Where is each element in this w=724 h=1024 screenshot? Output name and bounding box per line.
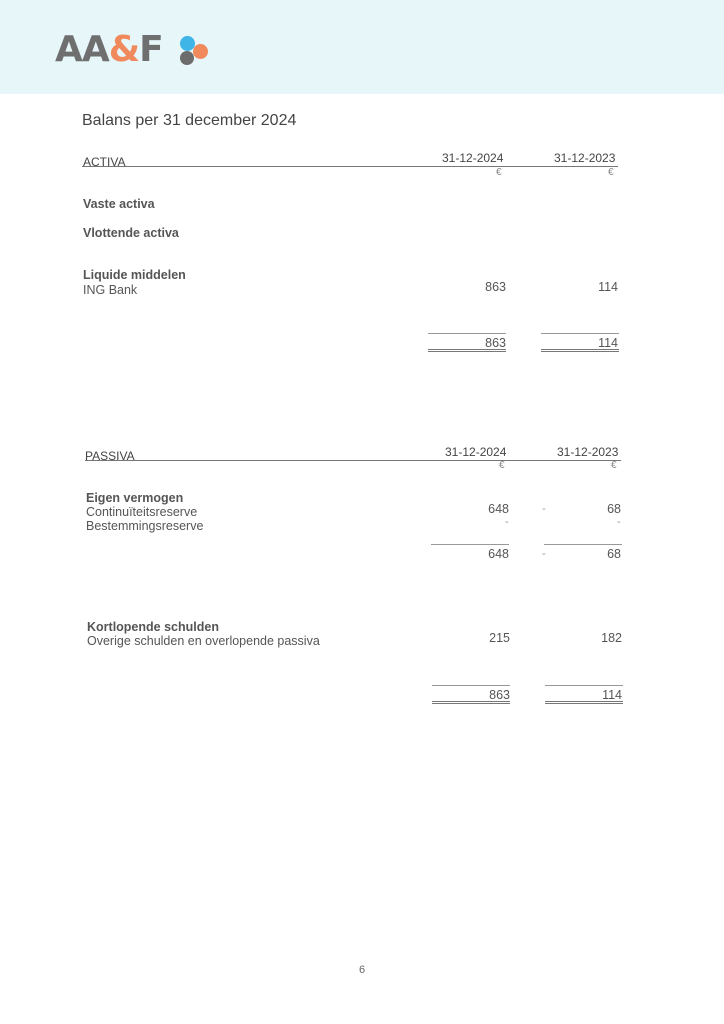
activa-total-2024: 863 xyxy=(485,336,506,350)
passiva-total-rule-bottom-2023 xyxy=(545,701,623,702)
passiva-col-2024-header: 31-12-2024 xyxy=(445,445,507,459)
kortlopende-schulden-label: Kortlopende schulden xyxy=(87,620,219,634)
activa-total-rule-bottom-2023 xyxy=(541,349,619,350)
activa-total-rule-top-2024 xyxy=(428,333,506,334)
ing-bank-2024: 863 xyxy=(485,280,506,294)
activa-total-rule-bottom-2024 xyxy=(428,349,506,350)
activa-total-rule-top-2023 xyxy=(541,333,619,334)
logo-dots-icon xyxy=(176,36,212,68)
vaste-activa-label: Vaste activa xyxy=(83,197,155,211)
overige-schulden-label: Overige schulden en overlopende passiva xyxy=(87,634,320,648)
passiva-heading: PASSIVA xyxy=(85,449,135,463)
passiva-total-2024: 863 xyxy=(489,688,510,702)
activa-currency-2023: € xyxy=(608,167,614,178)
ing-bank-2023: 114 xyxy=(598,280,618,294)
continuiteitsreserve-label: Continuïteitsreserve xyxy=(86,505,198,519)
passiva-currency-2024: € xyxy=(499,460,505,471)
activa-total-rule-bottom2-2023 xyxy=(541,351,619,352)
eigen-vermogen-subtotal-rule-2024 xyxy=(431,544,509,545)
continuiteitsreserve-2023: 68 xyxy=(607,502,621,516)
liquide-middelen-label: Liquide middelen xyxy=(83,268,186,282)
passiva-total-rule-top-2023 xyxy=(545,685,623,686)
eigen-vermogen-subtotal-rule-2023 xyxy=(544,544,622,545)
bestemmingsreserve-2024: - xyxy=(505,516,509,528)
eigen-vermogen-subtotal-mark: - xyxy=(542,548,546,560)
logo-text-end: F xyxy=(139,29,163,70)
passiva-col-2023-header: 31-12-2023 xyxy=(557,445,619,459)
page-title: Balans per 31 december 2024 xyxy=(82,112,297,129)
continuiteitsreserve-2024: 648 xyxy=(488,502,509,516)
page-number: 6 xyxy=(358,964,366,976)
activa-total-rule-bottom2-2024 xyxy=(428,351,506,352)
logo-dot-grey xyxy=(180,51,194,65)
passiva-total-rule-bottom2-2023 xyxy=(545,703,623,704)
activa-total-2023: 114 xyxy=(598,336,618,350)
activa-currency-2024: € xyxy=(496,167,502,178)
passiva-total-2023: 114 xyxy=(602,688,622,702)
overige-schulden-2023: 182 xyxy=(601,631,622,645)
passiva-header-rule xyxy=(85,460,621,461)
logo xyxy=(55,30,163,70)
eigen-vermogen-subtotal-2023: 68 xyxy=(607,547,621,561)
bestemmingsreserve-2023: - xyxy=(617,516,621,528)
vlottende-activa-label: Vlottende activa xyxy=(83,226,179,240)
eigen-vermogen-label: Eigen vermogen xyxy=(86,491,184,505)
passiva-currency-2023: € xyxy=(611,460,617,471)
bestemmingsreserve-label: Bestemmingsreserve xyxy=(86,519,204,533)
continuiteitsreserve-mark: - xyxy=(542,503,546,515)
passiva-total-rule-bottom2-2024 xyxy=(432,703,510,704)
logo-dot-orange xyxy=(193,44,208,59)
passiva-total-rule-bottom-2024 xyxy=(432,701,510,702)
passiva-total-rule-top-2024 xyxy=(432,685,510,686)
logo-text-main: AA xyxy=(55,29,109,70)
ing-bank-label: ING Bank xyxy=(83,283,138,297)
activa-header-rule xyxy=(82,166,618,167)
logo-text-amp: & xyxy=(108,29,140,70)
activa-col-2024-header: 31-12-2024 xyxy=(442,151,504,165)
activa-heading: ACTIVA xyxy=(83,155,126,169)
overige-schulden-2024: 215 xyxy=(489,631,510,645)
activa-col-2023-header: 31-12-2023 xyxy=(554,151,616,165)
eigen-vermogen-subtotal-2024: 648 xyxy=(488,547,509,561)
